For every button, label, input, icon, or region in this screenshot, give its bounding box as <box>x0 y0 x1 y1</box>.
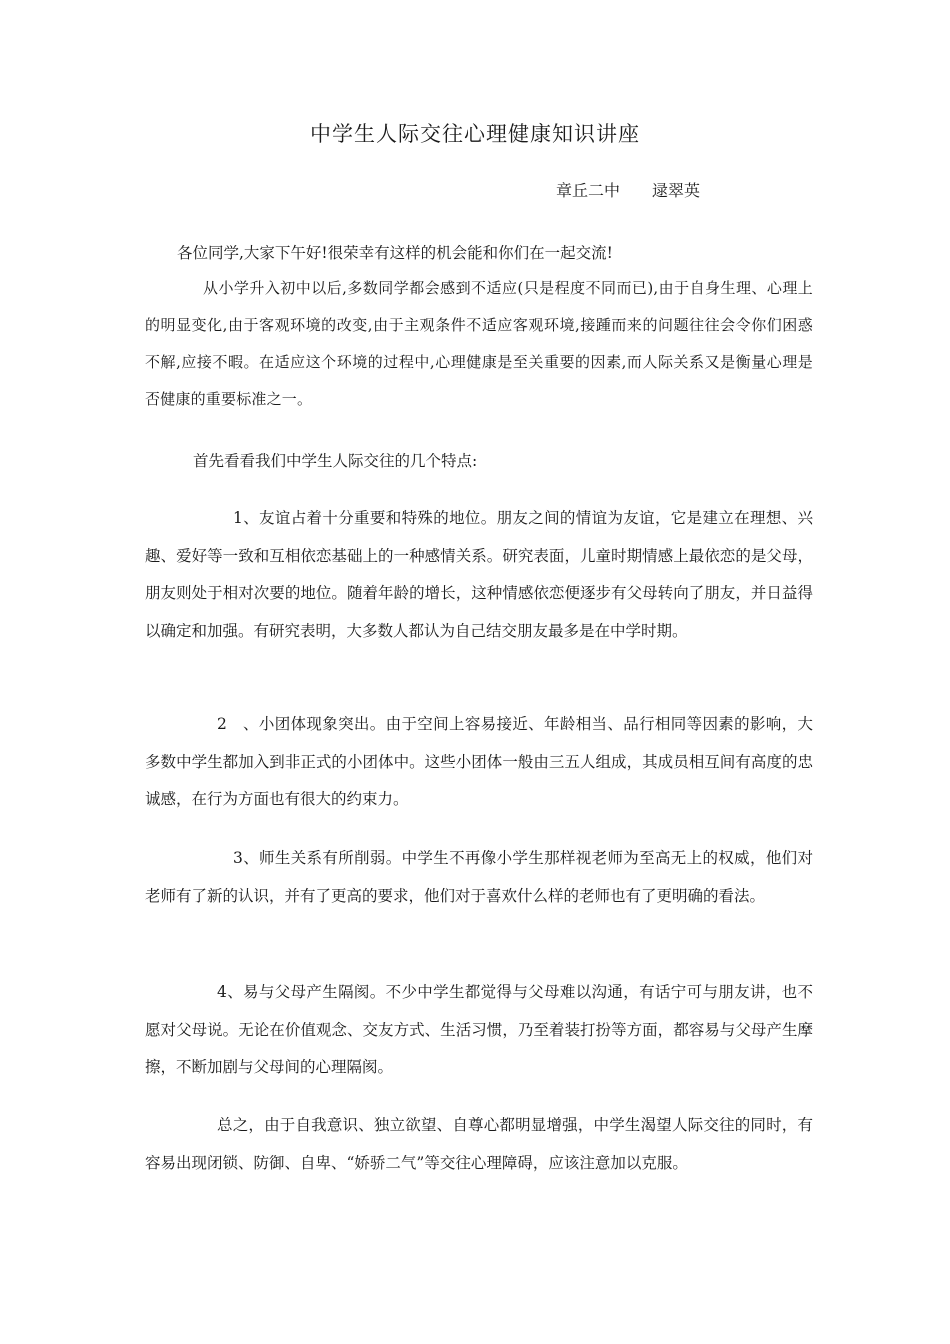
author-byline: 章丘二中 逯翠英 <box>556 181 701 200</box>
feature-item-3: 3、师生关系有所削弱。中学生不再像小学生那样视老师为至高无上的权威，他们对老师有了新的认识，并有了更高的要求，他们对于喜欢什么样的老师也有了更明确的看法。 <box>145 849 813 905</box>
feature-item-4: 4、易与父母产生隔阂。不少中学生都觉得与父母难以沟通，有话宁可与朋友讲，也不愿对父母说。无论在价值观念、交友方式、生活习惯，乃至着装打扮等方面，都容易与父母产生摩擦，不断加剧与父母间的心理隔阂。 <box>145 983 813 1076</box>
greeting-paragraph: 各位同学,大家下午好!很荣幸有这样的机会能和你们在一起交流! <box>177 244 613 262</box>
intro-paragraph: 从小学升入初中以后,多数同学都会感到不适应(只是程度不同而已),由于自身生理、心理上的明显变化,由于客观环境的改变,由于主观条件不适应客观环境,接踵而来的问题往往会令你们困惑不解,应接不暇。在适应这个环境的过程中,心理健康是至关重要的因素,而人际关系又是衡量心理是否健康的重要标准之一。 <box>145 279 813 408</box>
features-intro-paragraph: 首先看看我们中学生人际交往的几个特点: <box>193 452 478 470</box>
document-title: 中学生人际交往心理健康知识讲座 <box>310 122 640 146</box>
summary-paragraph: 总之，由于自我意识、独立欲望、自尊心都明显增强，中学生渴望人际交往的同时，有容易出现闭锁、防御、自卑、“娇骄二气”等交往心理障碍，应该注意加以克服。 <box>145 1116 813 1172</box>
feature-item-2: 2 、小团体现象突出。由于空间上容易接近、年龄相当、品行相同等因素的影响，大多数中学生都加入到非正式的小团体中。这些小团体一般由三五人组成，其成员相互间有高度的忠诚感，在行为方面也有很大的约束力。 <box>145 715 813 808</box>
feature-item-1: 1、友谊占着十分重要和特殊的地位。朋友之间的情谊为友谊，它是建立在理想、兴趣、爱好等一致和互相依恋基础上的一种感情关系。研究表面，儿童时期情感上最依恋的是父母，朋友则处于相对次要的地位。随着年龄的增长，这种情感依恋便逐步有父母转向了朋友，并日益得以确定和加强。有研究表明，大多数人都认为自己结交朋友最多是在中学时期。 <box>145 509 813 640</box>
